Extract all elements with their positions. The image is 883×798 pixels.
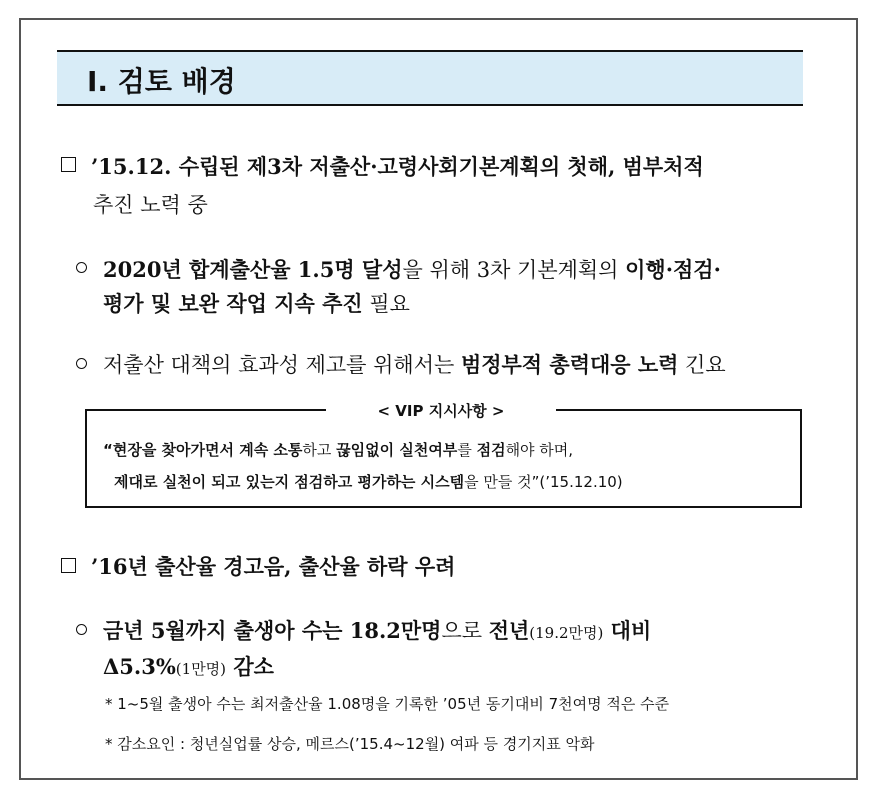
vip-line1-c: 끊임없이 실천여부: [336, 441, 458, 459]
bullet1-line1: [103, 254, 721, 284]
vip-line1-f: 해야 하며,: [505, 441, 574, 459]
note-item: * 감소요인 : 청년실업률 상승, 메르스(’15.4~12월) 여파 등 경기지표 악화: [105, 735, 595, 753]
bullet3-b: 으로: [441, 619, 489, 643]
section1-line1: [91, 151, 704, 181]
vip-line1-a: “현장을 찾아가면서 계속 소통: [103, 441, 303, 459]
bullet1-bold: 2020년 합계출산율 1.5명 달성: [103, 257, 403, 282]
bullet2-bold: 범정부적 총력대응 노력: [460, 352, 679, 377]
vip-line2: [114, 471, 623, 492]
bullet2-line: [103, 349, 726, 379]
bullet3-line2-a: Δ5.3%: [103, 654, 176, 679]
bullet-circle-icon: [76, 358, 87, 369]
vip-line1-b: 하고: [302, 441, 337, 459]
section1-line2: 추진 노력 중: [93, 193, 208, 217]
bullet-circle-icon: [76, 624, 87, 635]
bullet1-line2-bold: 평가 및 보완 작업 지속 추진: [103, 291, 363, 316]
heading-title: Ⅰ. 검토 배경: [87, 65, 236, 98]
bullet3-line2-c: 감소: [226, 654, 274, 679]
bullet3-c: 전년: [488, 618, 530, 643]
vip-line1-e: 점검: [476, 441, 506, 459]
note-item: * 1~5월 출생아 수는 최저출산율 1.08명을 기록한 ’05년 동기대비 7천여명 적은 수준: [105, 695, 670, 713]
bullet1-mid: 을 위해 3차 기본계획의: [402, 258, 626, 282]
vip-title: < VIP 지시사항 >: [326, 400, 556, 422]
vip-line2-a: 제대로 실천이 되고 있는지 점검하고 평가하는 시스템: [114, 473, 465, 491]
vip-line2-b: 을 만들 것”(’15.12.10): [464, 473, 623, 491]
bullet3-d: (19.2만명): [529, 624, 604, 642]
checkbox-square-icon: [61, 157, 76, 172]
bullet-circle-icon: [76, 262, 87, 273]
bullet3-a: 금년 5월까지 출생아 수는 18.2만명: [103, 618, 442, 643]
heading-banner: [57, 50, 803, 106]
bullet2-text: 저출산 대책의 효과성 제고를 위해서는: [103, 353, 461, 377]
section1-line1-rest: 의 첫해, 범부처적: [539, 154, 704, 179]
vip-line1: [103, 439, 573, 460]
bullet1-bold2: 이행·점검·: [625, 257, 721, 282]
section1-line1-bold: ’15.12. 수립된 제3차 저출산·고령사회기본계획: [91, 154, 540, 179]
bullet1-line2: [103, 288, 410, 318]
bullet2-end: 긴요: [678, 353, 726, 377]
bullet3-line1: [103, 615, 651, 645]
section2-line: ’16년 출산율 경고음, 출산율 하락 우려: [91, 554, 456, 579]
checkbox-square-icon: [61, 558, 76, 573]
bullet3-e: 대비: [603, 618, 652, 643]
vip-line1-d: 를: [457, 441, 477, 459]
bullet1-line2-rest: 필요: [362, 292, 410, 316]
bullet3-line2-b: (1만명): [175, 660, 227, 678]
bullet3-line2: [103, 651, 274, 681]
